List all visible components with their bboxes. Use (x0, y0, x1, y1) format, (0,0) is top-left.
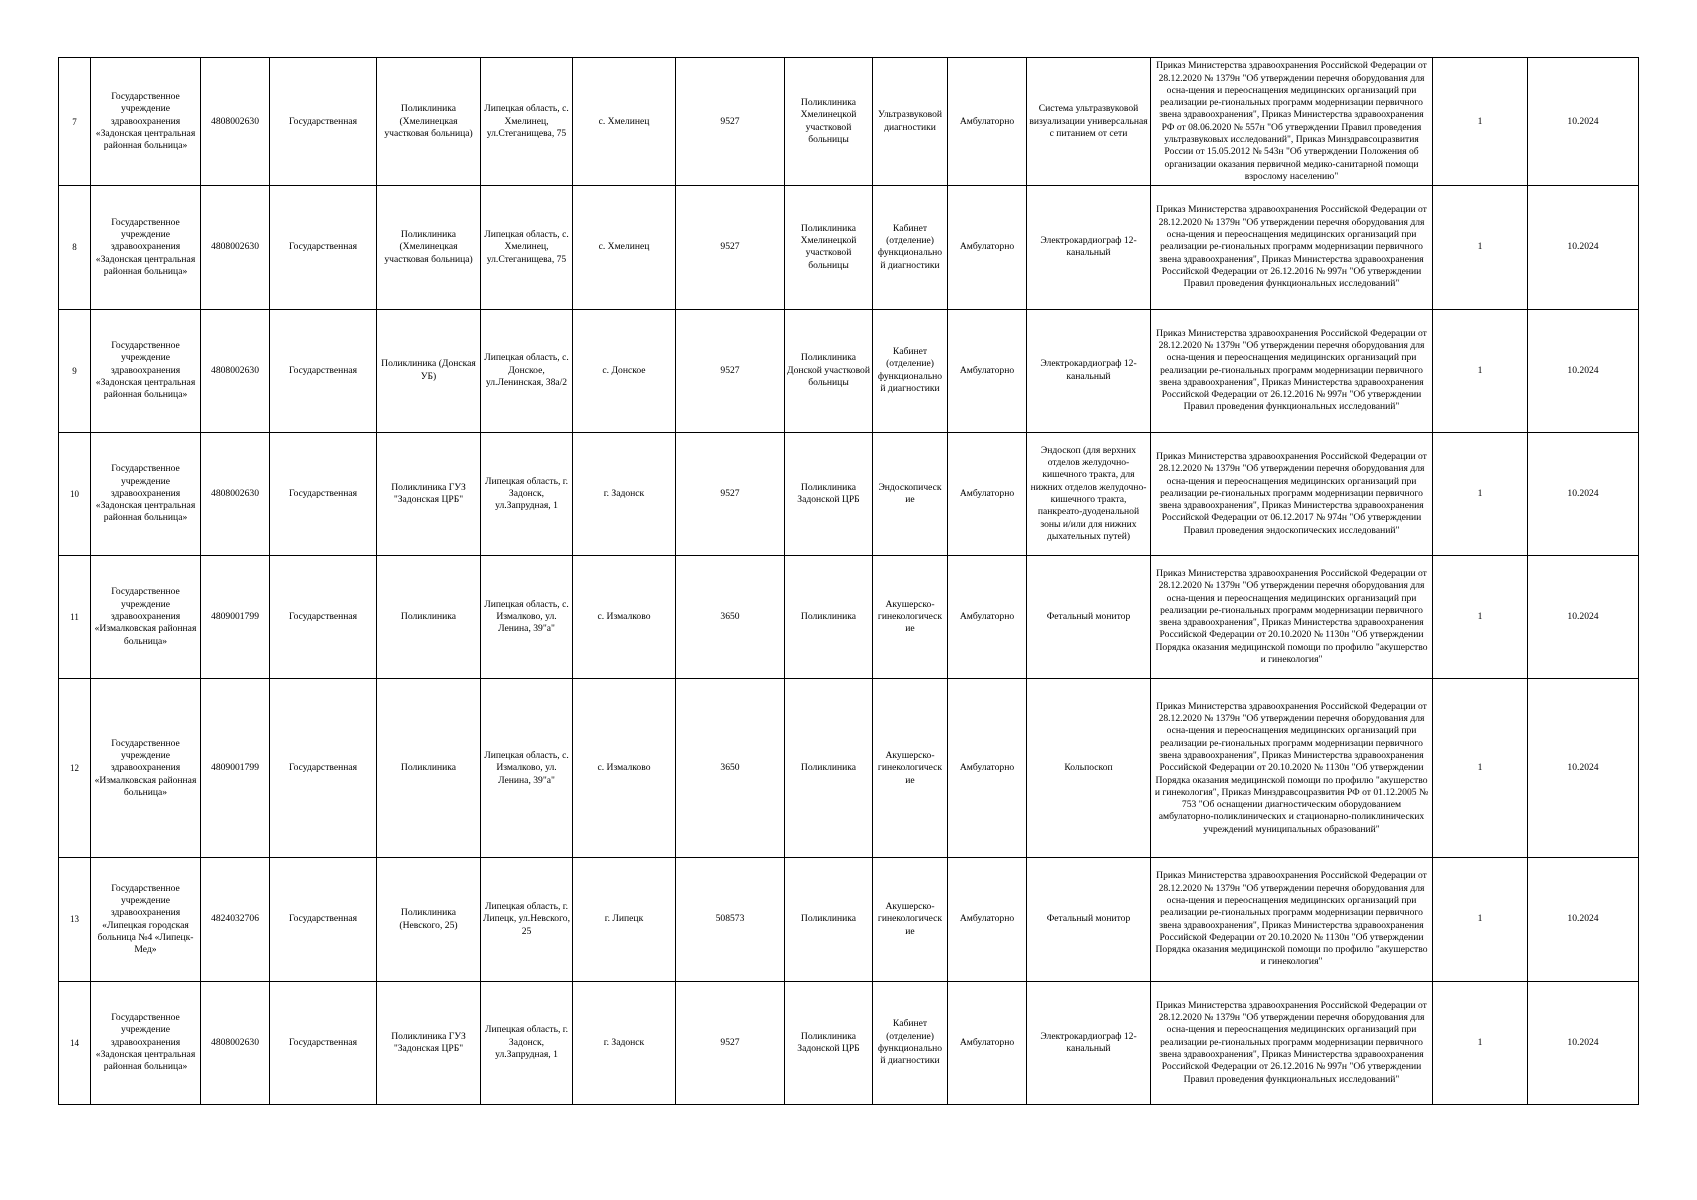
quantity-cell: 1 (1433, 186, 1528, 309)
inn-cell: 4808002630 (201, 186, 270, 309)
equipment-cell: Фетальный монитор (1027, 858, 1151, 981)
order-reference-cell: Приказ Министерства здравоохранения Российской Федерации от 28.12.2020 № 1379н "Об утверждении перечня оборудования для осна-щения и переоснащения медицинских организаций при реализации ре-гиональных программ модернизации первичного звена здравоохранения", Приказ Министерства здравоохранения Российской Федерации от 20.10.2020 № 1130н "Об утверждении Порядка оказания медицинской помощи по профилю "акушерство и гинекология", Приказ Минздравсоцразвития РФ от 01.12.2005 № 753 "Об оснащении диагностическим оборудованием амбулаторно-поликлинических и стационарно-поликлинических учреждений муниципальных образований" (1151, 679, 1433, 858)
organization-cell: Государственное учреждение здравоохранения «Липецкая городская больница №4 «Липецк-Мед» (91, 858, 201, 981)
subdivision-cell: Поликлиника Донской участковой больницы (785, 309, 873, 432)
row-number-cell: 9 (59, 309, 91, 432)
locality-cell: г. Липецк (573, 858, 676, 981)
date-cell: 10.2024 (1528, 679, 1639, 858)
table-row (59, 556, 1639, 679)
date-cell: 10.2024 (1528, 432, 1639, 555)
care-type-cell: Амбулаторно (948, 432, 1027, 555)
department-cell: Эндоскопическ ие (873, 432, 948, 555)
inn-cell: 4808002630 (201, 981, 270, 1104)
equipment-cell: Система ультразвуковой визуализации универсальная с питанием от сети (1027, 58, 1151, 186)
quantity-cell: 1 (1433, 432, 1528, 555)
date-cell: 10.2024 (1528, 58, 1639, 186)
inn-cell: 4824032706 (201, 858, 270, 981)
quantity-cell: 1 (1433, 309, 1528, 432)
order-reference-cell: Приказ Министерства здравоохранения Российской Федерации от 28.12.2020 № 1379н "Об утверждении перечня оборудования для осна-щения и переоснащения медицинских организаций при реализации ре-гиональных программ модернизации первичного звена здравоохранения", Приказ Министерства здравоохранения Российской Федерации от 26.12.2016 № 997н "Об утверждении Правил проведения функциональных исследований" (1151, 309, 1433, 432)
ownership-cell: Государственная (270, 858, 377, 981)
ownership-cell: Государственная (270, 981, 377, 1104)
subdivision-cell: Поликлиника Задонской ЦРБ (785, 981, 873, 1104)
inn-cell: 4808002630 (201, 309, 270, 432)
subdivision-cell: Поликлиника (785, 858, 873, 981)
population-cell: 9527 (676, 432, 785, 555)
department-cell: Акушерско-гинекологическ ие (873, 679, 948, 858)
address-cell: Липецкая область, г. Липецк, ул.Невского, 25 (481, 858, 573, 981)
organization-cell: Государственное учреждение здравоохранения «Задонская центральная районная больница» (91, 186, 201, 309)
row-number-cell: 10 (59, 432, 91, 555)
organization-cell: Государственное учреждение здравоохранения «Измалковская районная больница» (91, 556, 201, 679)
table-row (59, 679, 1639, 858)
address-cell: Липецкая область, г. Задонск, ул.Запрудная, 1 (481, 981, 573, 1104)
equipment-cell: Эндоскоп (для верхних отделов желудочно-кишечного тракта, для нижних отделов желудочно-кишечного тракта, панкреато-дуоденальной зоны и/или для нижних дыхательных путей) (1027, 432, 1151, 555)
ownership-cell: Государственная (270, 432, 377, 555)
subdivision-cell: Поликлиника (785, 556, 873, 679)
locality-cell: с. Измалково (573, 556, 676, 679)
table-row (59, 186, 1639, 309)
population-cell: 9527 (676, 186, 785, 309)
address-cell: Липецкая область, с. Хмелинец, ул.Стеганищева, 75 (481, 186, 573, 309)
quantity-cell: 1 (1433, 58, 1528, 186)
row-number-cell: 11 (59, 556, 91, 679)
ownership-cell: Государственная (270, 58, 377, 186)
quantity-cell: 1 (1433, 858, 1528, 981)
date-cell: 10.2024 (1528, 309, 1639, 432)
department-cell: Акушерско-гинекологическ ие (873, 858, 948, 981)
address-cell: Липецкая область, г. Задонск, ул.Запрудная, 1 (481, 432, 573, 555)
address-cell: Липецкая область, с. Измалково, ул. Ленина, 39"а" (481, 679, 573, 858)
quantity-cell: 1 (1433, 679, 1528, 858)
population-cell: 9527 (676, 981, 785, 1104)
organization-cell: Государственное учреждение здравоохранения «Задонская центральная районная больница» (91, 981, 201, 1104)
order-reference-cell: Приказ Министерства здравоохранения Российской Федерации от 28.12.2020 № 1379н "Об утверждении перечня оборудования для осна-щения и переоснащения медицинских организаций при реализации ре-гиональных программ модернизации первичного звена здравоохранения", Приказ Министерства здравоохранения Российской Федерации от 26.12.2016 № 997н "Об утверждении Правил проведения функциональных исследований" (1151, 186, 1433, 309)
equipment-cell: Кольпоскоп (1027, 679, 1151, 858)
order-reference-cell: Приказ Министерства здравоохранения Российской Федерации от 28.12.2020 № 1379н "Об утверждении перечня оборудования для осна-щения и переоснащения медицинских организаций при реализации ре-гиональных программ модернизации первичного звена здравоохранения", Приказ Министерства здравоохранения Российской Федерации от 20.10.2020 № 1130н "Об утверждении Порядка оказания медицинской помощи по профилю "акушерство и гинекология" (1151, 556, 1433, 679)
department-cell: Ультразвуковой диагностики (873, 58, 948, 186)
equipment-table (58, 57, 1639, 1105)
unit-cell: Поликлиника (377, 556, 481, 679)
order-reference-cell: Приказ Министерства здравоохранения Российской Федерации от 28.12.2020 № 1379н "Об утверждении перечня оборудования для осна-щения и переоснащения медицинских организаций при реализации ре-гиональных программ модернизации первичного звена здравоохранения", Приказ Министерства здравоохранения Российской Федерации от 06.12.2017 № 974н "Об утверждении Правил проведения эндоскопических исследований" (1151, 432, 1433, 555)
quantity-cell: 1 (1433, 556, 1528, 679)
unit-cell: Поликлиника (Донская УБ) (377, 309, 481, 432)
date-cell: 10.2024 (1528, 981, 1639, 1104)
subdivision-cell: Поликлиника Хмелинецкой участковой больницы (785, 186, 873, 309)
order-reference-cell: Приказ Министерства здравоохранения Российской Федерации от 28.12.2020 № 1379н "Об утверждении перечня оборудования для осна-щения и переоснащения медицинских организаций при реализации ре-гиональных программ модернизации первичного звена здравоохранения", Приказ Министерства здравоохранения РФ от 08.06.2020 № 557н "Об утверждении Правил проведения ультразвуковых исследований", Приказ Минздравсоцразвития России от 15.05.2012 № 543н "Об утверждении Положения об организации оказания первичной медико-санитарной помощи взрослому населению" (1151, 58, 1433, 186)
ownership-cell: Государственная (270, 679, 377, 858)
organization-cell: Государственное учреждение здравоохранения «Задонская центральная районная больница» (91, 432, 201, 555)
date-cell: 10.2024 (1528, 858, 1639, 981)
address-cell: Липецкая область, с. Хмелинец, ул.Стеганищева, 75 (481, 58, 573, 186)
ownership-cell: Государственная (270, 556, 377, 679)
population-cell: 508573 (676, 858, 785, 981)
ownership-cell: Государственная (270, 186, 377, 309)
subdivision-cell: Поликлиника Задонской ЦРБ (785, 432, 873, 555)
unit-cell: Поликлиника ГУЗ "Задонская ЦРБ" (377, 432, 481, 555)
population-cell: 3650 (676, 556, 785, 679)
locality-cell: с. Донское (573, 309, 676, 432)
date-cell: 10.2024 (1528, 556, 1639, 679)
organization-cell: Государственное учреждение здравоохранения «Задонская центральная районная больница» (91, 58, 201, 186)
subdivision-cell: Поликлиника Хмелинецкой участковой больницы (785, 58, 873, 186)
department-cell: Кабинет (отделение) функционально й диагностики (873, 186, 948, 309)
table-row (59, 858, 1639, 981)
table-row (59, 58, 1639, 186)
row-number-cell: 7 (59, 58, 91, 186)
unit-cell: Поликлиника (Хмелинецкая участковая больница) (377, 186, 481, 309)
locality-cell: г. Задонск (573, 432, 676, 555)
inn-cell: 4808002630 (201, 432, 270, 555)
population-cell: 9527 (676, 58, 785, 186)
locality-cell: с. Хмелинец (573, 58, 676, 186)
care-type-cell: Амбулаторно (948, 556, 1027, 679)
equipment-cell: Электрокардиограф 12-канальный (1027, 309, 1151, 432)
department-cell: Акушерско-гинекологическ ие (873, 556, 948, 679)
address-cell: Липецкая область, с. Донское, ул.Ленинская, 38а/2 (481, 309, 573, 432)
row-number-cell: 12 (59, 679, 91, 858)
locality-cell: с. Хмелинец (573, 186, 676, 309)
table-row (59, 309, 1639, 432)
care-type-cell: Амбулаторно (948, 679, 1027, 858)
unit-cell: Поликлиника ГУЗ "Задонская ЦРБ" (377, 981, 481, 1104)
care-type-cell: Амбулаторно (948, 309, 1027, 432)
locality-cell: г. Задонск (573, 981, 676, 1104)
table-row (59, 432, 1639, 555)
inn-cell: 4809001799 (201, 556, 270, 679)
locality-cell: с. Измалково (573, 679, 676, 858)
table-row (59, 981, 1639, 1104)
document-page (58, 57, 1638, 1105)
date-cell: 10.2024 (1528, 186, 1639, 309)
care-type-cell: Амбулаторно (948, 186, 1027, 309)
equipment-cell: Электрокардиограф 12-канальный (1027, 186, 1151, 309)
order-reference-cell: Приказ Министерства здравоохранения Российской Федерации от 28.12.2020 № 1379н "Об утверждении перечня оборудования для осна-щения и переоснащения медицинских организаций при реализации ре-гиональных программ модернизации первичного звена здравоохранения", Приказ Министерства здравоохранения Российской Федерации от 26.12.2016 № 997н "Об утверждении Правил проведения функциональных исследований" (1151, 981, 1433, 1104)
row-number-cell: 8 (59, 186, 91, 309)
address-cell: Липецкая область, с. Измалково, ул. Ленина, 39"а" (481, 556, 573, 679)
order-reference-cell: Приказ Министерства здравоохранения Российской Федерации от 28.12.2020 № 1379н "Об утверждении перечня оборудования для осна-щения и переоснащения медицинских организаций при реализации ре-гиональных программ модернизации первичного звена здравоохранения", Приказ Министерства здравоохранения Российской Федерации от 20.10.2020 № 1130н "Об утверждении Порядка оказания медицинской помощи по профилю "акушерство и гинекология" (1151, 858, 1433, 981)
organization-cell: Государственное учреждение здравоохранения «Измалковская районная больница» (91, 679, 201, 858)
row-number-cell: 13 (59, 858, 91, 981)
population-cell: 3650 (676, 679, 785, 858)
quantity-cell: 1 (1433, 981, 1528, 1104)
department-cell: Кабинет (отделение) функционально й диагностики (873, 309, 948, 432)
population-cell: 9527 (676, 309, 785, 432)
row-number-cell: 14 (59, 981, 91, 1104)
care-type-cell: Амбулаторно (948, 858, 1027, 981)
department-cell: Кабинет (отделение) функционально й диагностики (873, 981, 948, 1104)
care-type-cell: Амбулаторно (948, 981, 1027, 1104)
equipment-cell: Фетальный монитор (1027, 556, 1151, 679)
care-type-cell: Амбулаторно (948, 58, 1027, 186)
unit-cell: Поликлиника (377, 679, 481, 858)
unit-cell: Поликлиника (Хмелинецкая участковая больница) (377, 58, 481, 186)
organization-cell: Государственное учреждение здравоохранения «Задонская центральная районная больница» (91, 309, 201, 432)
unit-cell: Поликлиника (Невского, 25) (377, 858, 481, 981)
inn-cell: 4808002630 (201, 58, 270, 186)
ownership-cell: Государственная (270, 309, 377, 432)
equipment-cell: Электрокардиограф 12-канальный (1027, 981, 1151, 1104)
subdivision-cell: Поликлиника (785, 679, 873, 858)
inn-cell: 4809001799 (201, 679, 270, 858)
